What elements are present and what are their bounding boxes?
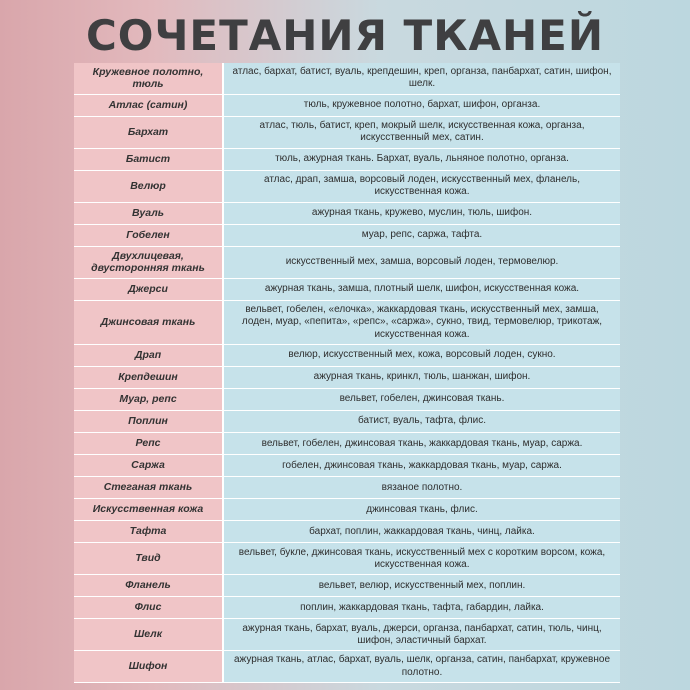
table-row xyxy=(74,279,620,301)
table-row xyxy=(74,477,620,499)
fabric-name: Флис xyxy=(74,597,222,619)
fabric-name: Стеганая ткань xyxy=(74,477,222,499)
fabric-matches: вельвет, гобелен, джинсовая ткань, жаккардовая ткань, муар, саржа. xyxy=(224,433,620,455)
fabric-name: Драп xyxy=(74,345,222,367)
fabric-name: Батист xyxy=(74,149,222,171)
fabric-matches: ажурная ткань, кружево, муслин, тюль, шифон. xyxy=(224,203,620,225)
fabric-name: Атлас (сатин) xyxy=(74,95,222,117)
table-row xyxy=(74,367,620,389)
fabric-matches: атлас, тюль, батист, креп, мокрый шелк, искусственная кожа, органза, искусственный мех, сатин. xyxy=(224,117,620,149)
fabric-matches: вельвет, букле, джинсовая ткань, искусственный мех с коротким ворсом, кожа, искусственная кожа. xyxy=(224,543,620,575)
fabric-matches: ажурная ткань, кринкл, тюль, шанжан, шифон. xyxy=(224,367,620,389)
fabric-matches: вельвет, гобелен, «елочка», жаккардовая ткань, искусственный мех, замша, лоден, муар, «пепита», «репс», «саржа», сукно, твид, термовелюр, трикотаж, искусственная кожа. xyxy=(224,301,620,345)
fabric-combinations-table xyxy=(74,63,620,683)
table-row xyxy=(74,203,620,225)
fabric-name: Кружевное полотно, тюль xyxy=(74,63,222,95)
table-row xyxy=(74,149,620,171)
table-row xyxy=(74,225,620,247)
fabric-name: Саржа xyxy=(74,455,222,477)
fabric-name: Искусственная кожа xyxy=(74,499,222,521)
fabric-matches: атлас, бархат, батист, вуаль, крепдешин, креп, органза, панбархат, сатин, шифон, шелк. xyxy=(224,63,620,95)
fabric-matches: велюр, искусственный мех, кожа, ворсовый лоден, сукно. xyxy=(224,345,620,367)
fabric-name: Твид xyxy=(74,543,222,575)
fabric-matches: искусственный мех, замша, ворсовый лоден, термовелюр. xyxy=(224,247,620,279)
fabric-matches: батист, вуаль, тафта, флис. xyxy=(224,411,620,433)
fabric-name: Джерси xyxy=(74,279,222,301)
fabric-matches: ажурная ткань, замша, плотный шелк, шифон, искусственная кожа. xyxy=(224,279,620,301)
fabric-name: Бархат xyxy=(74,117,222,149)
fabric-name: Репс xyxy=(74,433,222,455)
fabric-name: Муар, репс xyxy=(74,389,222,411)
fabric-matches: муар, репс, саржа, тафта. xyxy=(224,225,620,247)
fabric-matches: гобелен, джинсовая ткань, жаккардовая ткань, муар, саржа. xyxy=(224,455,620,477)
page-title: СОЧЕТАНИЯ ТКАНЕЙ xyxy=(85,11,605,60)
table-row xyxy=(74,411,620,433)
fabric-name: Шелк xyxy=(74,619,222,651)
fabric-name: Гобелен xyxy=(74,225,222,247)
fabric-matches: тюль, ажурная ткань. Бархат, вуаль, льняное полотно, органза. xyxy=(224,149,620,171)
fabric-matches: атлас, драп, замша, ворсовый лоден, искусственный мех, фланель, искусственная кожа. xyxy=(224,171,620,203)
table-row xyxy=(74,543,620,575)
table-row xyxy=(74,619,620,651)
table-row xyxy=(74,247,620,279)
table-row xyxy=(74,63,620,95)
fabric-name: Крепдешин xyxy=(74,367,222,389)
table-row xyxy=(74,597,620,619)
table-row xyxy=(74,171,620,203)
fabric-matches: ажурная ткань, бархат, вуаль, джерси, органза, панбархат, сатин, тюль, чинц, шифон, эластичный бархат. xyxy=(224,619,620,651)
table-row xyxy=(74,345,620,367)
fabric-matches: вельвет, гобелен, джинсовая ткань. xyxy=(224,389,620,411)
fabric-name: Велюр xyxy=(74,171,222,203)
fabric-matches: бархат, поплин, жаккардовая ткань, чинц, лайка. xyxy=(224,521,620,543)
fabric-name: Фланель xyxy=(74,575,222,597)
table-row xyxy=(74,651,620,683)
fabric-name: Поплин xyxy=(74,411,222,433)
fabric-matches: поплин, жаккардовая ткань, тафта, габардин, лайка. xyxy=(224,597,620,619)
fabric-name: Вуаль xyxy=(74,203,222,225)
table-row xyxy=(74,301,620,345)
fabric-name: Джинсовая ткань xyxy=(74,301,222,345)
fabric-name: Двухлицевая, двусторонняя ткань xyxy=(74,247,222,279)
fabric-matches: вельвет, велюр, искусственный мех, поплин. xyxy=(224,575,620,597)
fabric-matches: ажурная ткань, атлас, бархат, вуаль, шелк, органза, сатин, панбархат, кружевное полотно. xyxy=(224,651,620,683)
fabric-name: Шифон xyxy=(74,651,222,683)
fabric-matches: вязаное полотно. xyxy=(224,477,620,499)
table-row xyxy=(74,521,620,543)
table-row xyxy=(74,575,620,597)
table-row xyxy=(74,95,620,117)
table-row xyxy=(74,433,620,455)
fabric-matches: джинсовая ткань, флис. xyxy=(224,499,620,521)
table-row xyxy=(74,499,620,521)
table-row xyxy=(74,117,620,149)
table-row xyxy=(74,389,620,411)
fabric-matches: тюль, кружевное полотно, бархат, шифон, органза. xyxy=(224,95,620,117)
fabric-name: Тафта xyxy=(74,521,222,543)
table-row xyxy=(74,455,620,477)
